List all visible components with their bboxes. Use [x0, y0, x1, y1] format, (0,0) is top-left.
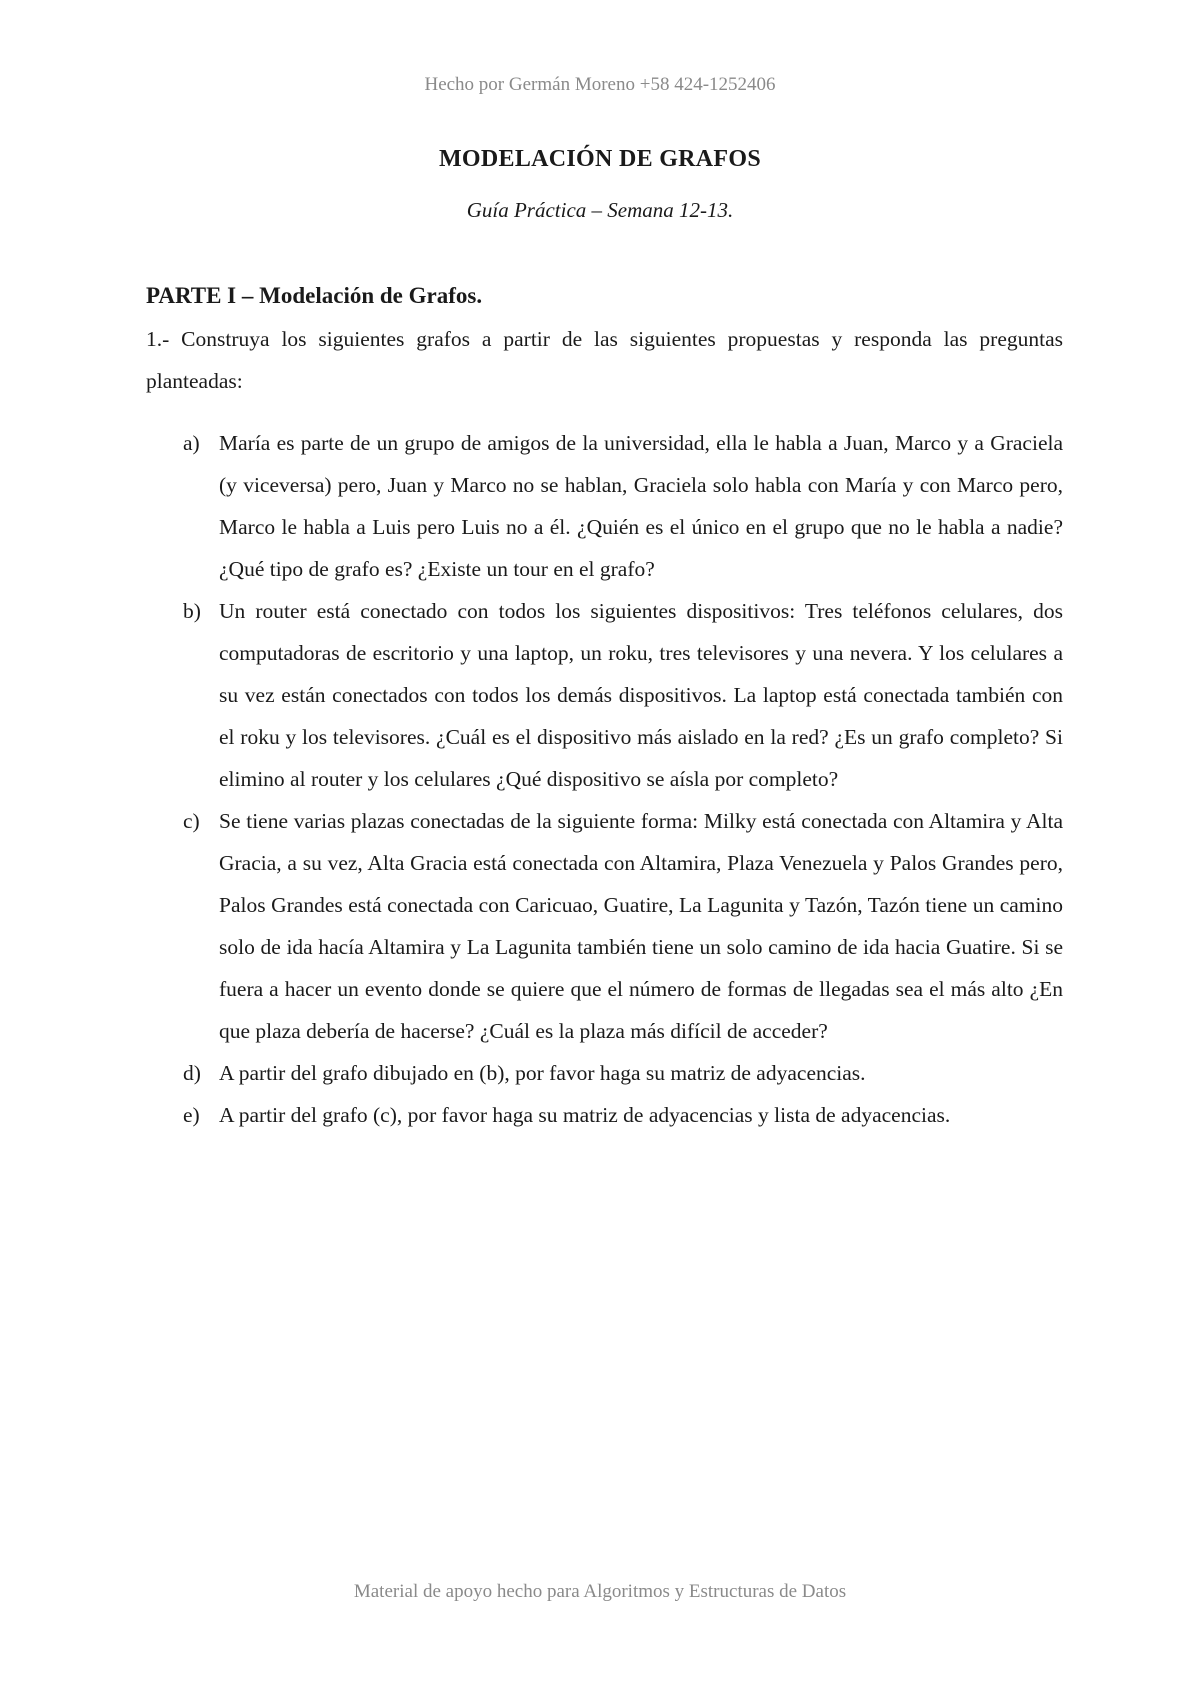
item-text: A partir del grafo (c), por favor haga su matriz de adyacencias y lista de adyacencias.	[219, 1103, 951, 1127]
document-title: MODELACIÓN DE GRAFOS	[438, 146, 762, 172]
item-text: María es parte de un grupo de amigos de la universidad, ella le habla a Juan, Marco y a Graciela (y viceversa) pero, Juan y Marco no se hablan, Graciela solo habla con María y con Marco pero, Marco le habla a Luis pero Luis no a él. ¿Quién es el único en el grupo que no le habla a nadie? ¿Qué tipo de grafo es? ¿Existe un tour en el grafo?	[219, 431, 1063, 581]
exercise-item-a	[146, 422, 1063, 590]
exercise-item-c	[146, 800, 1063, 1052]
exercise-item-e	[146, 1094, 1063, 1136]
exercise-list	[146, 422, 1063, 1136]
item-marker: a)	[183, 431, 200, 455]
part-title: PARTE I – Modelación de Grafos.	[146, 283, 483, 308]
item-text: A partir del grafo dibujado en (b), por favor haga su matriz de adyacencias.	[219, 1061, 866, 1085]
item-marker: e)	[183, 1103, 200, 1127]
exercise-intro: 1.- Construya los siguientes grafos a partir de las siguientes propuestas y responda las preguntas planteadas:	[146, 327, 1063, 393]
exercise-item-b	[146, 590, 1063, 800]
item-marker: c)	[183, 809, 200, 833]
item-text: Un router está conectado con todos los siguientes dispositivos: Tres teléfonos celulares, dos computadoras de escritorio y una laptop, un roku, tres televisores y una nevera. Y los celulares a su vez están conectados con todos los demás dispositivos. La laptop está conectada también con el roku y los televisores. ¿Cuál es el dispositivo más aislado en la red? ¿Es un grafo completo? Si elimino al router y los celulares ¿Qué dispositivo se aísla por completo?	[219, 599, 1063, 791]
document-body	[146, 278, 1063, 1136]
exercise-item-d	[146, 1052, 1063, 1094]
item-marker: d)	[183, 1061, 201, 1085]
item-text: Se tiene varias plazas conectadas de la siguiente forma: Milky está conectada con Altamira y Alta Gracia, a su vez, Alta Gracia está conectada con Altamira, Plaza Venezuela y Palos Grandes pero, Palos Grandes está conectada con Caricuao, Guatire, La Lagunita y Tazón, Tazón tiene un camino solo de ida hacía Altamira y La Lagunita también tiene un solo camino de ida hacia Guatire. Si se fuera a hacer un evento donde se quiere que el número de formas de llegadas sea el más alto ¿En que plaza debería de hacerse? ¿Cuál es la plaza más difícil de acceder?	[219, 809, 1063, 1043]
page-header: Hecho por Germán Moreno +58 424-1252406	[424, 74, 776, 95]
page-footer: Material de apoyo hecho para Algoritmos y Estructuras de Datos	[353, 1581, 847, 1602]
item-marker: b)	[183, 599, 201, 623]
document-subtitle: Guía Práctica – Semana 12-13.	[466, 198, 734, 222]
